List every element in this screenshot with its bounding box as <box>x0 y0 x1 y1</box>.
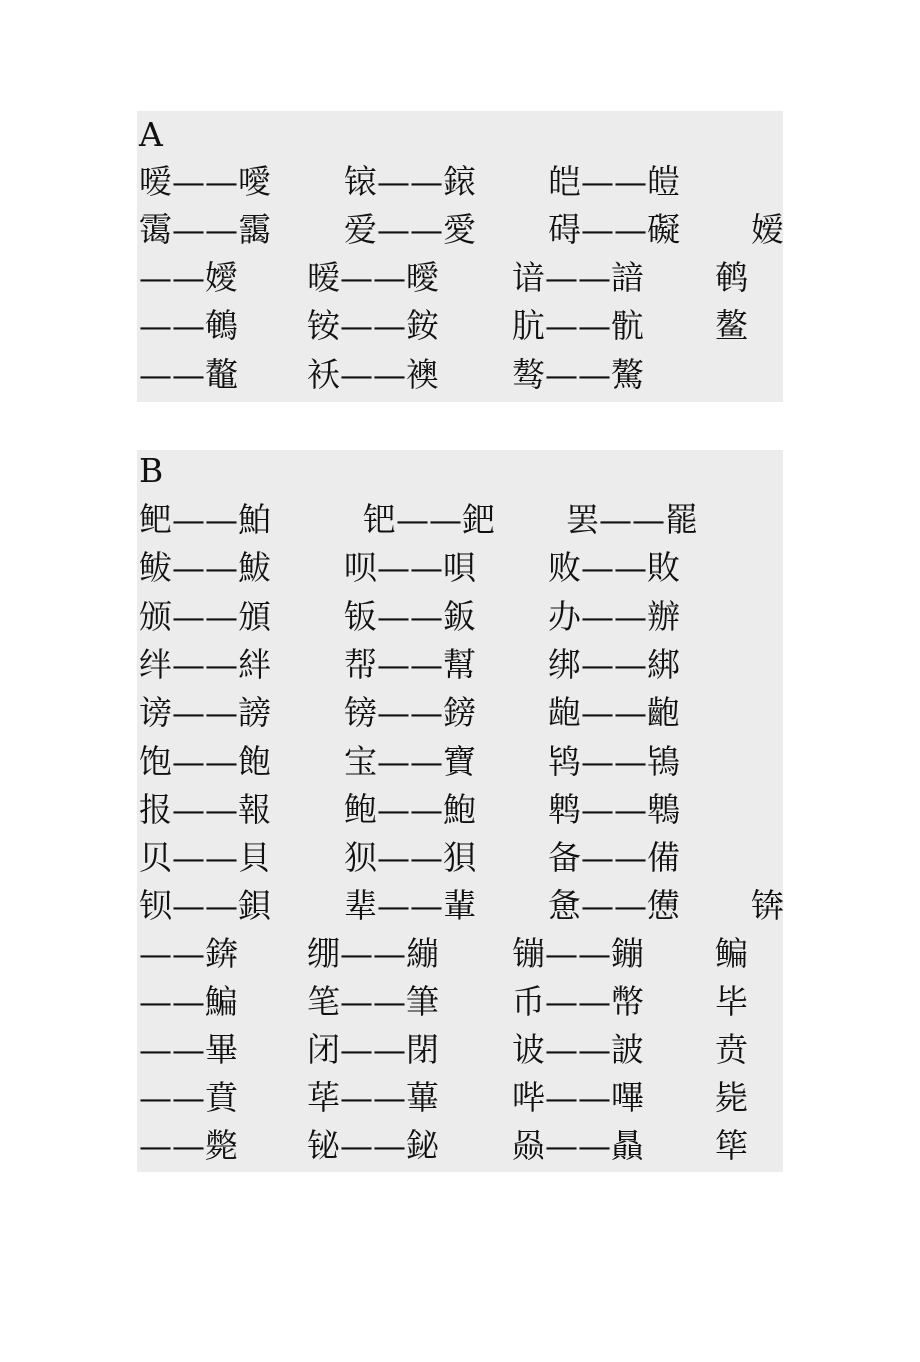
char-pair: 辈——輩 <box>344 886 476 925</box>
section-b-row <box>139 496 789 544</box>
section-b-row <box>139 978 789 1026</box>
char-pair: 帮——幫 <box>344 645 476 684</box>
char-pair: 嫒 <box>751 210 784 249</box>
char-pair: 爱——愛 <box>344 210 476 249</box>
section-b-row <box>139 882 789 930</box>
char-pair: 鲃——鮊 <box>139 500 271 539</box>
section-b-row <box>139 689 789 737</box>
section-b-row <box>139 593 789 641</box>
char-pair: ——賁 <box>139 1078 238 1117</box>
char-pair: 袄——襖 <box>307 355 439 394</box>
char-pair: 铋——鉍 <box>307 1126 439 1165</box>
char-pair: 荜——蓽 <box>307 1078 439 1117</box>
char-pair: 毙 <box>715 1078 748 1117</box>
char-pair: 贝——貝 <box>139 838 271 877</box>
char-pair: 钯——鈀 <box>363 500 495 539</box>
char-pair: 钡——鋇 <box>139 886 271 925</box>
char-pair: 锛 <box>751 886 784 925</box>
section-b-row <box>139 1026 789 1074</box>
char-pair: ——畢 <box>139 1030 238 1069</box>
char-pair: 币——幣 <box>512 982 644 1021</box>
char-pair: 镑——鎊 <box>344 693 476 732</box>
char-pair: 筚 <box>715 1126 748 1165</box>
char-pair: 碍——礙 <box>548 210 680 249</box>
char-pair: ——鯿 <box>139 982 238 1021</box>
char-pair: 办——辦 <box>548 597 680 636</box>
char-pair: 绊——絆 <box>139 645 271 684</box>
char-pair: 惫——憊 <box>548 886 680 925</box>
char-pair: 备——備 <box>548 838 680 877</box>
char-pair: 赑——贔 <box>512 1126 644 1165</box>
char-pair: 鳌 <box>715 306 748 345</box>
section-a-row <box>139 206 789 254</box>
section-a-row <box>139 351 789 399</box>
char-pair: 哔——嗶 <box>512 1078 644 1117</box>
char-pair: 鲍——鮑 <box>344 790 476 829</box>
char-pair: 鹎——鵯 <box>548 790 680 829</box>
char-pair: 绑——綁 <box>548 645 680 684</box>
char-pair: 鹌 <box>715 258 748 297</box>
section-a-row <box>139 302 789 350</box>
char-pair: 贲 <box>715 1030 748 1069</box>
char-pair: ——錛 <box>139 934 238 973</box>
section-b-row <box>139 930 789 978</box>
char-pair: 嗳——噯 <box>139 162 271 201</box>
char-pair: 败——敗 <box>548 548 680 587</box>
char-pair: 骜——驁 <box>512 355 644 394</box>
char-pair: 暧——曖 <box>307 258 439 297</box>
section-b-row <box>139 786 789 834</box>
section-b-row <box>139 1074 789 1122</box>
char-pair: 镚——鏰 <box>512 934 644 973</box>
char-pair: 呗——唄 <box>344 548 476 587</box>
char-pair: 毕 <box>715 982 748 1021</box>
char-pair: ——斃 <box>139 1126 238 1165</box>
char-pair: 绷——繃 <box>307 934 439 973</box>
char-pair: 宝——寶 <box>344 742 476 781</box>
char-pair: ——鵪 <box>139 306 238 345</box>
char-pair: ——鼇 <box>139 355 238 394</box>
section-a-heading: A <box>139 115 163 154</box>
char-pair: 狈——狽 <box>344 838 476 877</box>
char-pair: 锿——鎄 <box>344 162 476 201</box>
char-pair: 鳊 <box>715 934 748 973</box>
section-b-row <box>139 641 789 689</box>
section-b-row <box>139 738 789 786</box>
section-b-row <box>139 544 789 592</box>
char-pair: 罢——罷 <box>566 500 698 539</box>
char-pair: 皑——皚 <box>548 162 680 201</box>
char-pair: 鲅——鮁 <box>139 548 271 587</box>
char-pair: 谤——謗 <box>139 693 271 732</box>
char-pair: ——嬡 <box>139 258 238 297</box>
section-a-row <box>139 158 789 206</box>
char-pair: 笔——筆 <box>307 982 439 1021</box>
char-pair: 龅——齙 <box>548 693 680 732</box>
section-b-row <box>139 1122 789 1170</box>
char-pair: 鸨——鴇 <box>548 742 680 781</box>
section-b-heading: B <box>139 451 164 490</box>
char-pair: 饱——飽 <box>139 742 271 781</box>
char-pair: 诐——詖 <box>512 1030 644 1069</box>
char-pair: 颁——頒 <box>139 597 271 636</box>
char-pair: 铵——銨 <box>307 306 439 345</box>
char-pair: 谙——諳 <box>512 258 644 297</box>
char-pair: 闭——閉 <box>307 1030 439 1069</box>
section-b-row <box>139 834 789 882</box>
char-pair: 肮——骯 <box>512 306 644 345</box>
char-pair: 霭——靄 <box>139 210 271 249</box>
section-a-row <box>139 254 789 302</box>
char-pair: 钣——鈑 <box>344 597 476 636</box>
char-pair: 报——報 <box>139 790 271 829</box>
